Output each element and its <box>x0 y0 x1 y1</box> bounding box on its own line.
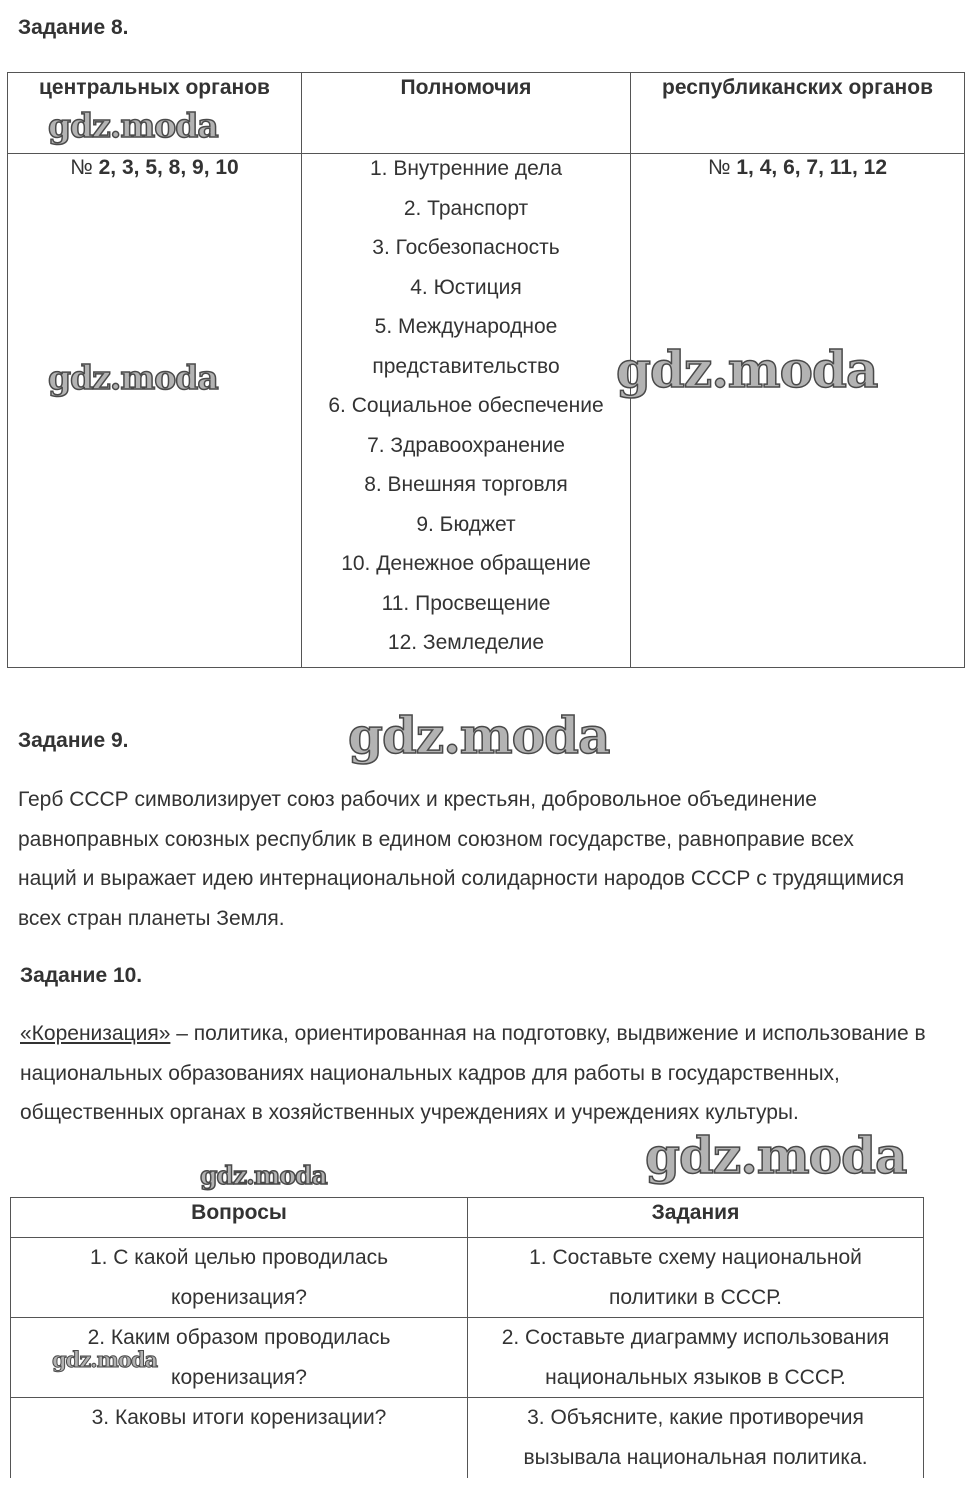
watermark: gdz.moda <box>348 706 610 765</box>
task10-table <box>10 1197 924 1478</box>
powers-list <box>302 149 630 663</box>
header-central: центральных органов <box>8 73 302 154</box>
power-item: 1. Внутренние дела <box>369 157 563 180</box>
header-tasks: Задания <box>468 1198 924 1238</box>
watermark: gdz.moda <box>52 1347 158 1372</box>
republic-prefix: № <box>708 156 737 179</box>
question-1: 1. С какой целью проводилась коренизация? <box>11 1238 468 1318</box>
central-prefix: № <box>70 156 99 179</box>
task8-title: Задание 8. <box>18 16 129 39</box>
power-item: 7. Здравоохранение <box>367 433 565 457</box>
watermark: gdz.moda <box>616 340 878 399</box>
central-numbers-cell <box>8 154 302 668</box>
task-2: 2. Составьте диаграмму использования национальных языков в СССР. <box>468 1318 924 1398</box>
watermark: gdz.moda <box>48 106 218 145</box>
watermark: gdz.moda <box>200 1161 327 1190</box>
powers-list-cell <box>302 154 631 668</box>
power-item: 9. Бюджет <box>416 512 516 536</box>
power-item: 8. Внешняя торговля <box>364 473 568 496</box>
question-2: 2. Каким образом проводилась коренизация? <box>11 1318 468 1398</box>
republic-numbers-cell <box>631 154 965 668</box>
power-item: 10. Денежное обращение <box>341 552 591 575</box>
koren-term: «Коренизация» <box>20 1022 171 1045</box>
power-item: 11. Просвещение <box>381 591 551 615</box>
koren-definition: – политика, ориентированная на подготовку, выдвижение и использование в национальных образованиях национальных кадров для работы в государственных, общественных органах в хозяйственных учреждениях и учреждениях культуры. <box>20 1022 926 1124</box>
power-item: представительство <box>372 354 560 378</box>
task8-table <box>7 72 965 668</box>
question-3: 3. Каковы итоги коренизации? <box>11 1398 468 1478</box>
header-powers: Полномочия <box>302 73 631 154</box>
task10-paragraph <box>20 1014 930 1133</box>
task10-title: Задание 10. <box>20 964 143 987</box>
task-3: 3. Объясните, какие противоречия вызывала национальная политика. <box>468 1398 924 1478</box>
power-item: 4. Юстиция <box>410 275 522 299</box>
power-item: 6. Социальное обеспечение <box>328 394 604 417</box>
task9-title: Задание 9. <box>18 729 129 752</box>
watermark: gdz.moda <box>645 1126 907 1185</box>
task9-text: Герб СССР символизирует союз рабочих и крестьян, добровольное объединение равноправных союзных республик в едином союзном государстве, равноправие всех наций и выражает идею интернациональной солидарности народов СССР с трудящимися всех стран планеты Земля. <box>18 788 905 930</box>
power-item: 12. Земледелие <box>387 631 545 654</box>
republic-numbers: 1, 4, 6, 7, 11, 12 <box>736 156 887 179</box>
power-item: 2. Транспорт <box>403 196 529 220</box>
header-questions: Вопросы <box>11 1198 468 1238</box>
task-1: 1. Составьте схему национальной политики в СССР. <box>468 1238 924 1318</box>
header-republic: республиканских органов <box>631 73 965 154</box>
watermark: gdz.moda <box>48 358 218 397</box>
power-item: 5. Международное <box>374 315 558 338</box>
power-item: 3. Госбезопасность <box>372 236 560 259</box>
central-numbers: 2, 3, 5, 8, 9, 10 <box>98 156 239 179</box>
